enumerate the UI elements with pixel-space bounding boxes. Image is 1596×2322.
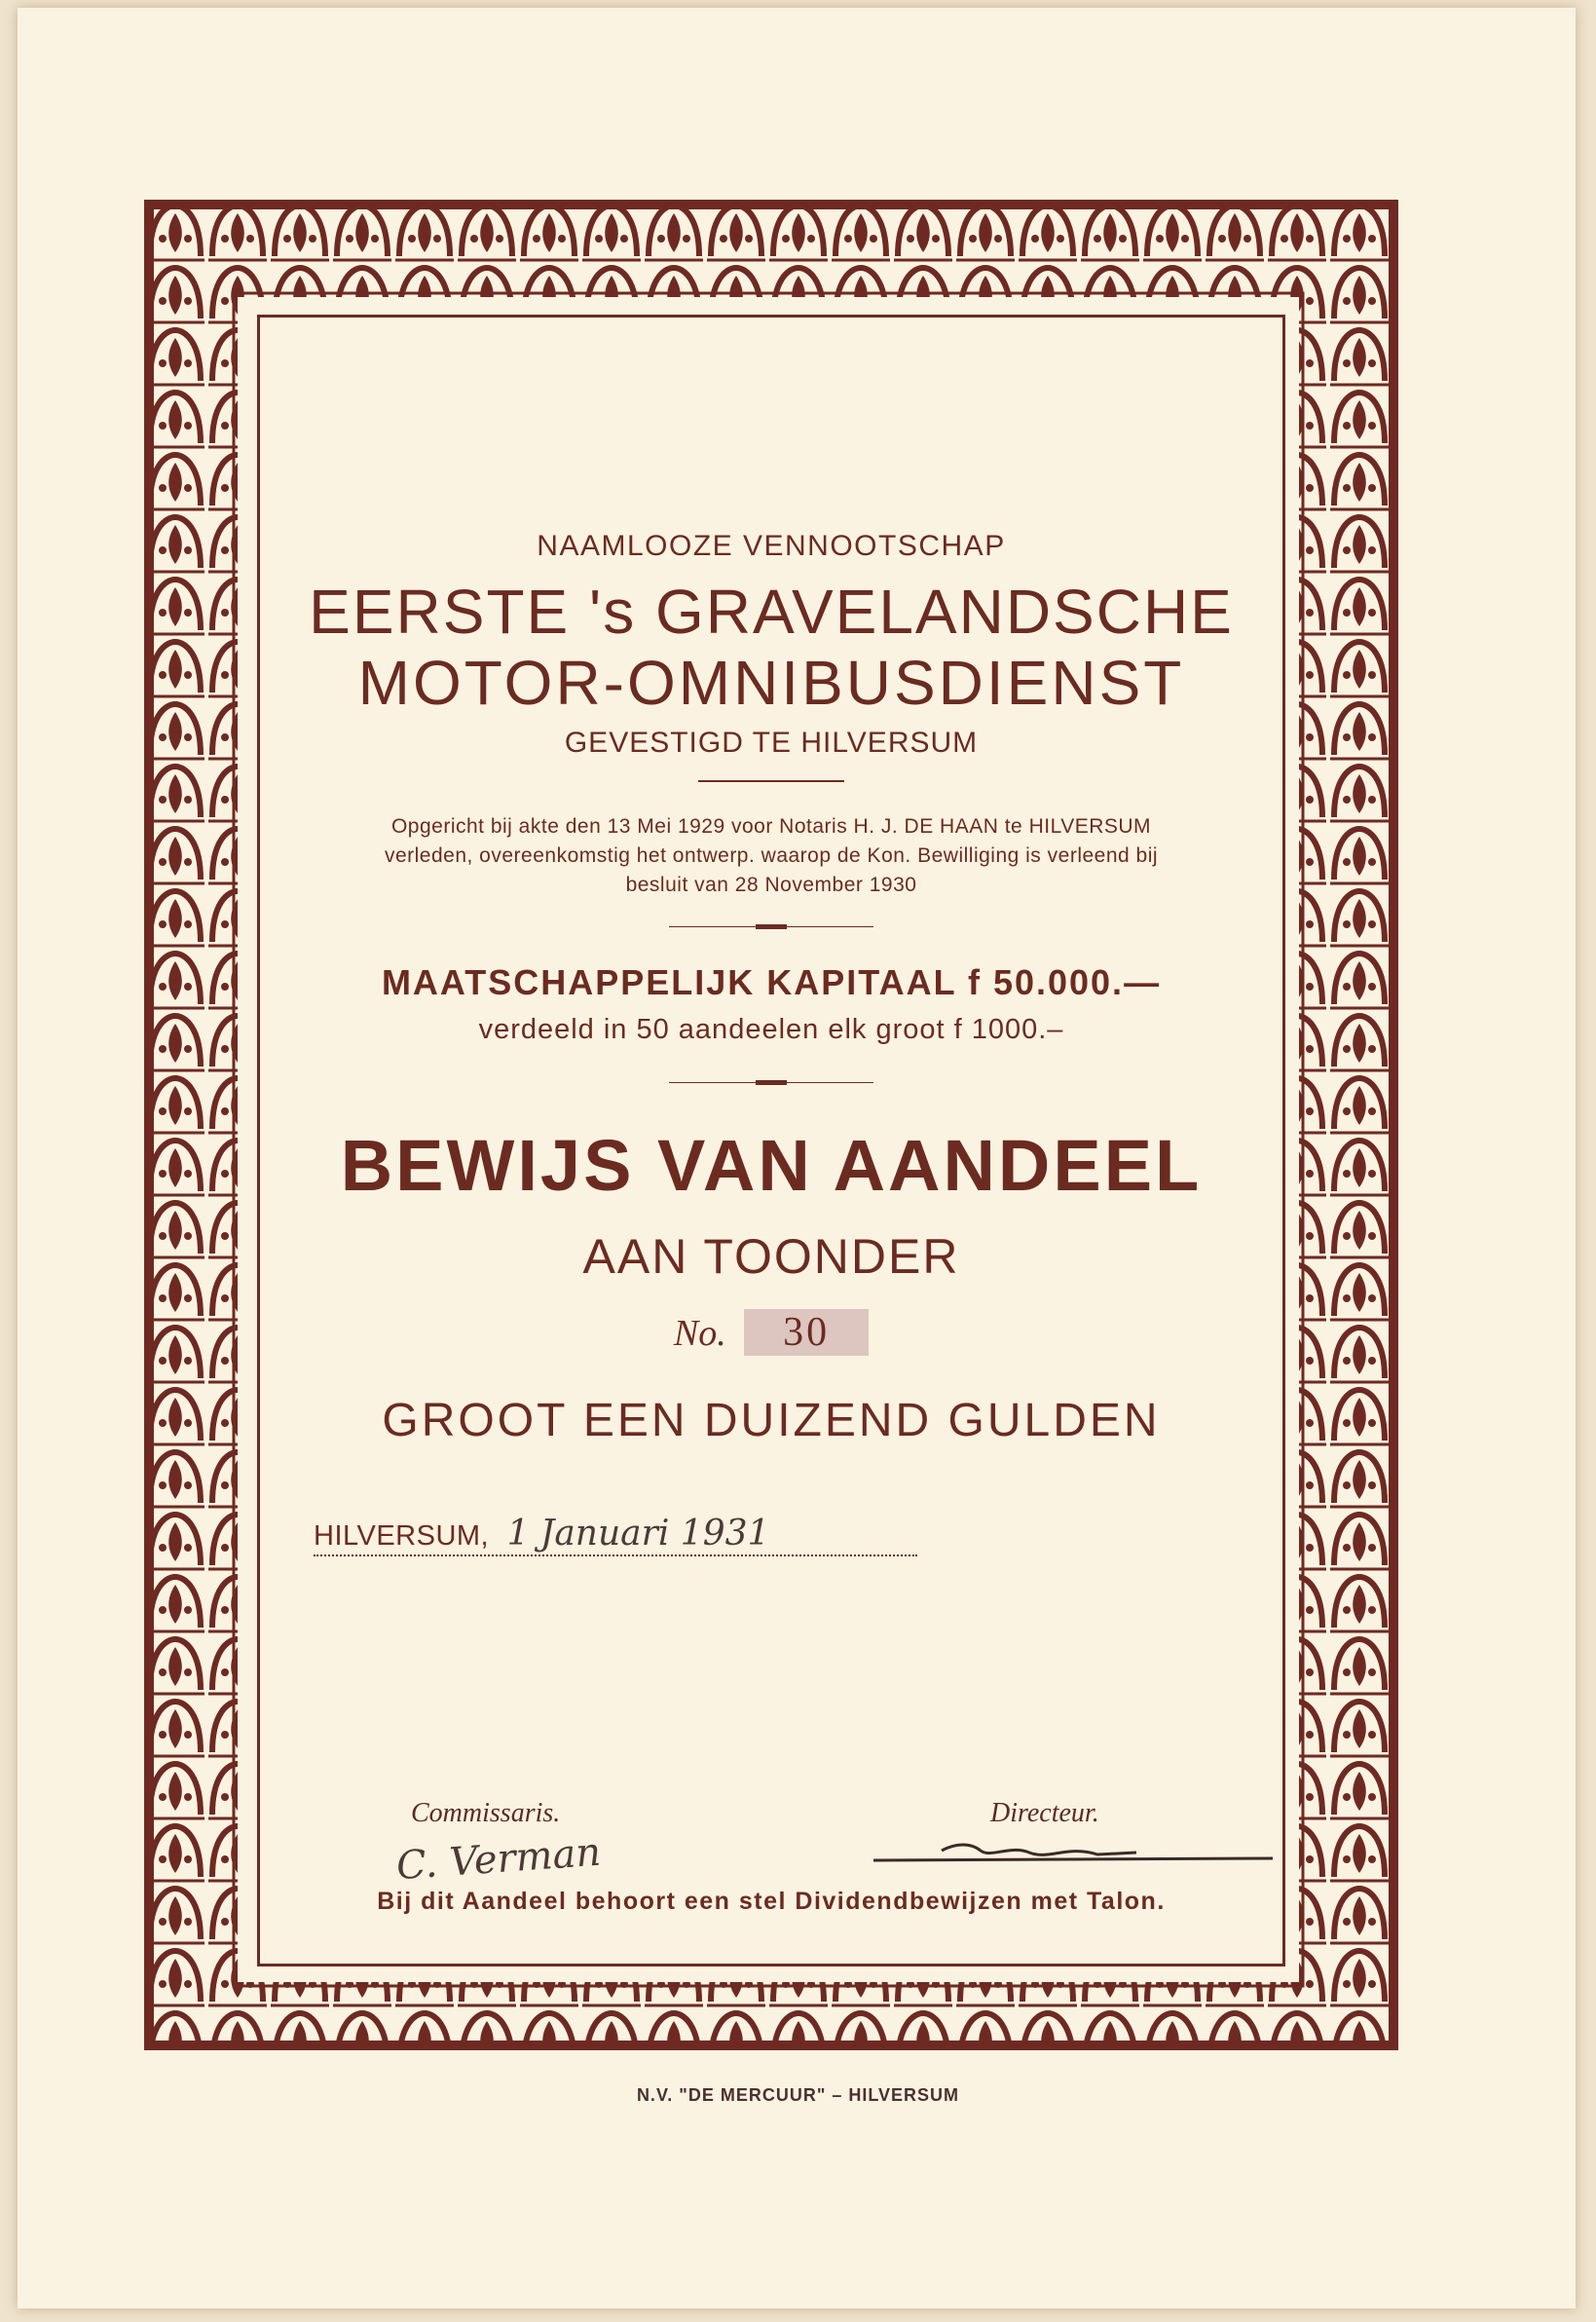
footer-note: Bij dit Aandeel behoort een stel Dividendbewijzen met Talon. (377, 1888, 1166, 1915)
capital: MAATSCHAPPELIJK KAPITAAL f 50.000.— (381, 962, 1162, 1002)
divider-ornament (669, 1082, 873, 1083)
capital-division: verdeeld in 50 aandeelen elk groot f 1000.– (478, 1014, 1064, 1045)
commissaris-label: Commissaris. (411, 1798, 561, 1828)
legal-text-line1: Opgericht bij akte den 13 Mei 1929 voor Notaris H. J. DE HAAN te HILVERSUM (390, 815, 1152, 838)
signature-directeur (864, 1833, 1292, 1882)
certificate-title: BEWIJS VAN AANDEEL (340, 1125, 1203, 1206)
ornamental-frame (144, 200, 1398, 2050)
company-seat: GEVESTIGD TE HILVERSUM (564, 727, 979, 759)
certificate-number (260, 1309, 1282, 1356)
company-type: NAAMLOOZE VENNOOTSCHAP (537, 530, 1006, 562)
handwritten-date: 1 Januari 1931 (506, 1514, 770, 1554)
denomination: GROOT EEN DUIZEND GULDEN (382, 1395, 1161, 1446)
legal-text-line2: verleden, overeenkomstig het ontwerp. waarop de Kon. Bewilliging is verleend bij (384, 844, 1159, 867)
certificate-body (257, 315, 1285, 1966)
number-label: No. (673, 1313, 726, 1354)
place: HILVERSUM, (314, 1520, 490, 1552)
directeur-label: Directeur. (990, 1798, 1099, 1828)
legal-text-line3: besluit van 28 November 1930 (625, 874, 917, 896)
number-value: 30 (744, 1309, 869, 1356)
company-name-line2: MOTOR-OMNIBUSDIENST (357, 648, 1185, 718)
divider (698, 780, 844, 782)
printer-imprint: N.V. "DE MERCUUR" – HILVERSUM (636, 2085, 960, 2105)
date-line (314, 1514, 917, 1556)
divider-ornament (669, 926, 873, 927)
company-name-line1: EERSTE 's GRAVELANDSCHE (309, 577, 1234, 647)
signature-commissaris: C. Verman (394, 1829, 603, 1890)
certificate-subtitle: AAN TOONDER (582, 1229, 960, 1284)
